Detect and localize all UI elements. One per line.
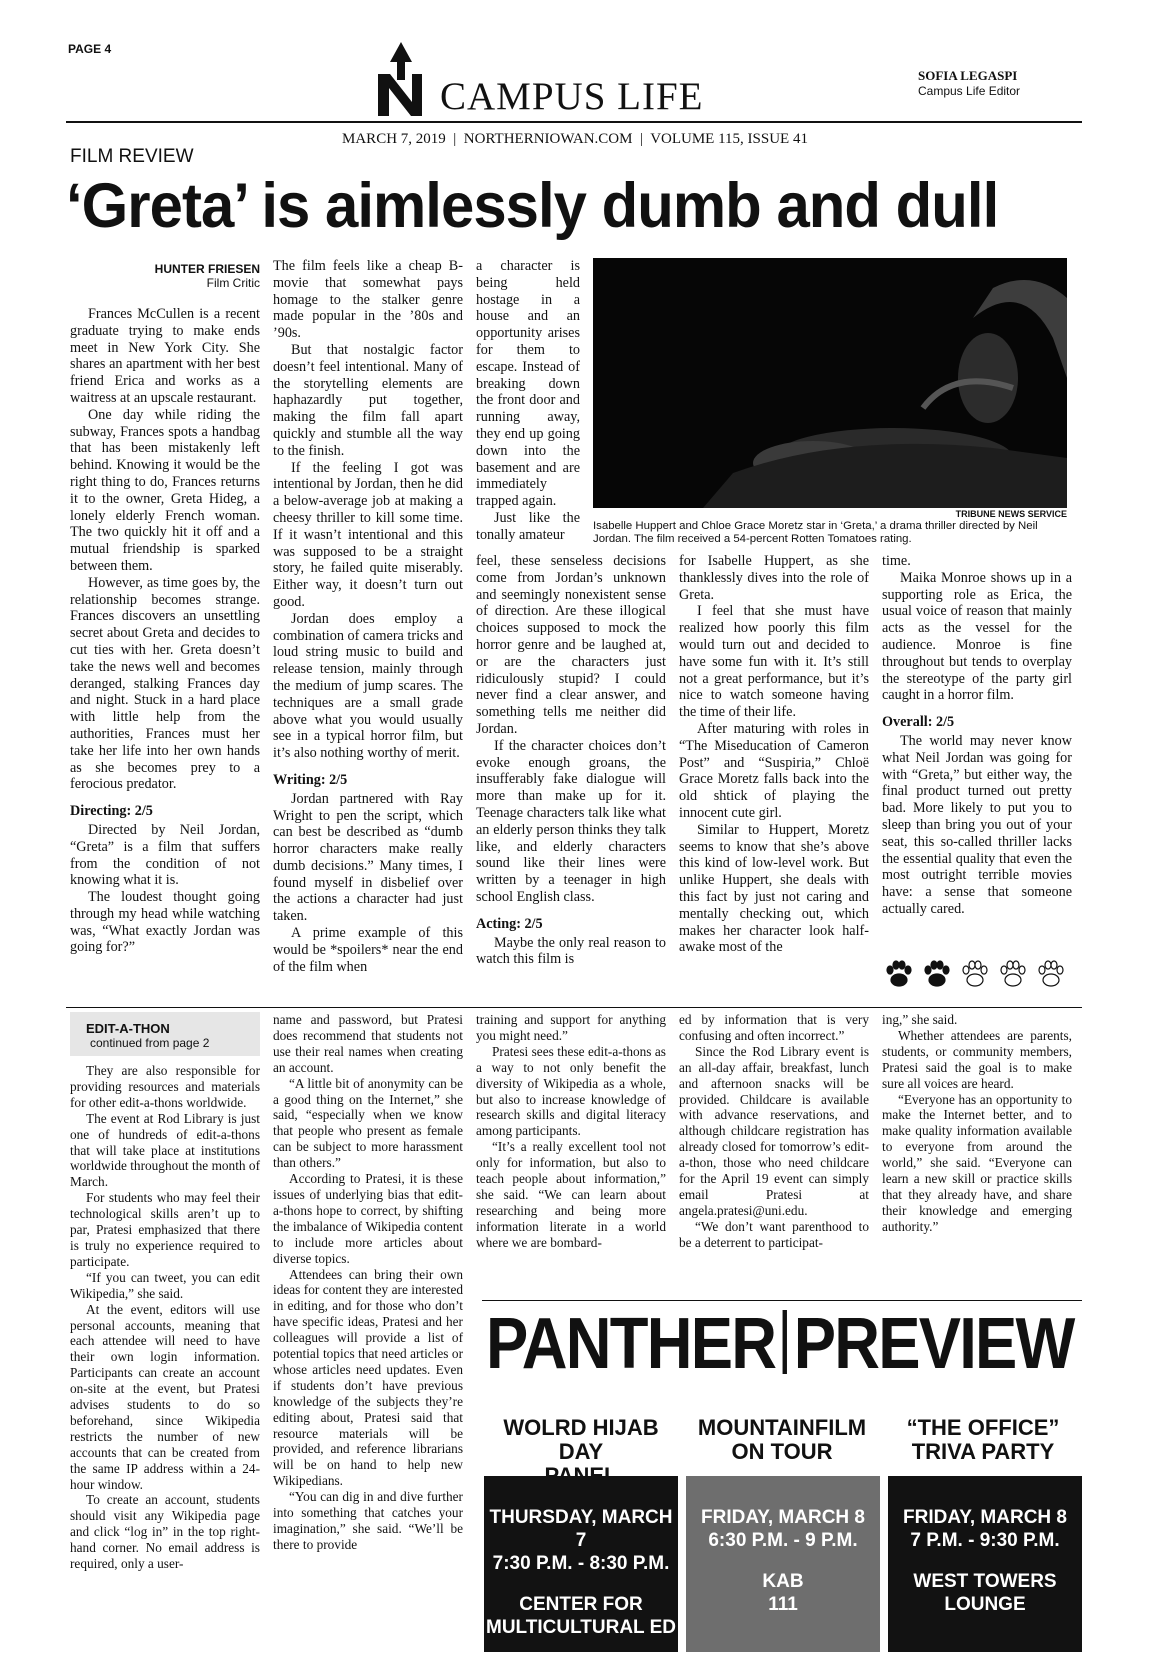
paragraph: However, as time goes by, the relationship becomes strange. Frances discovers an unsettling secret about Greta and decides to cut ties with her. Greta doesn’t take the news well and becomes deranged, stalking Frances day and night. Stuck in a hard place with little help from the authorities, Frances must her take her life into her own hands as she becomes prey to a ferocious predator. <box>70 574 260 793</box>
paragraph: The loudest thought going through my head while watching was, “What exactly Jordan was going for?” <box>70 889 260 956</box>
editor-name: SOFIA LEGASPI <box>918 68 1018 83</box>
editathon-column-1 <box>70 1063 260 1572</box>
paragraph: I feel that she must have realized how poorly this film would turn out and decided to have some fun with it. It’s still not a great performance, but it’s nice to watch someone having the time of their life. <box>679 603 869 721</box>
paragraph: “We don’t want parenthood to be a deterrent to participat- <box>679 1218 869 1250</box>
section-divider <box>66 1007 1082 1008</box>
editathon-column-4 <box>679 1012 869 1251</box>
preview-rule <box>482 1300 1082 1301</box>
byline <box>70 262 260 290</box>
page-number: PAGE 4 <box>68 42 112 56</box>
event-2-name <box>687 1416 877 1464</box>
paragraph: ing,” she said. <box>882 1012 958 1027</box>
event-time: 7 P.M. - 9:30 P.M. <box>910 1530 1060 1551</box>
paragraph: They are also responsible for providing resources and materials for other edit-a-thons worldwide. <box>70 1063 260 1110</box>
paw-empty-icon <box>1039 961 1063 986</box>
event-1-details <box>484 1476 678 1652</box>
event-time: 6:30 P.M. - 9 P.M. <box>708 1530 858 1551</box>
paragraph: Whether attendees are parents, students, or community members, Pratesi said the goal is to make sure all voices are heard. <box>882 1027 1072 1091</box>
editathon-column-5 <box>882 1012 1072 1235</box>
paragraph: a character is being held hostage in a house and an opportunity arises for them to escape. Instead of breaking down the front door and running away, they end up going down into the basement and are immediately trapped again. <box>476 258 580 510</box>
paragraph: Pratesi sees these edit-a-thons as a way to not only benefit the diversity of Wikipedia as a whole, but also to increase knowledge of research skills and digital literacy among participants. <box>476 1043 666 1139</box>
event-name-line: ON TOUR <box>731 1439 833 1464</box>
article-headline: ‘Greta’ is aimlessly dumb and dull <box>66 171 999 241</box>
paragraph: “Everyone has an opportunity to make the Internet better, and to make quality information available to everyone from around the world,” she said. “Everyone can learn a new skill or practice skills that they already have, and share their knowledge and emerging authority.” <box>882 1091 1072 1234</box>
paragraph: training and support for anything you might need.” <box>476 1012 666 1043</box>
paragraph: According to Pratesi, it is these issues of underlying bias that edit-a-thons hope to correct, by shifting the imbalance of Wikipedia content to include more articles about diverse topics. <box>273 1171 463 1266</box>
paragraph: At the event, editors will use personal accounts, meaning that each attendee will need to have their own login information. Participants can create an account on-site at the event, but Pratesi advises students to do so beforehand, since Wikipedia restricts the number of new accounts that can be created from the same IP address within a 24-hour window. <box>70 1301 260 1492</box>
directing-heading: Directing: 2/5 <box>70 803 153 820</box>
paragraph: “You can dig in and dive further into something that catches your imagination,” she said. “We’ll be there to provide <box>273 1489 463 1552</box>
paragraph: Directed by Neil Jordan, “Greta” is a film that suffers from the condition of not knowing what it is. <box>70 821 260 889</box>
author-name: HUNTER FRIESEN <box>154 262 260 276</box>
author-role: Film Critic <box>206 276 260 290</box>
paragraph: Maybe the only real reason to watch this film is <box>476 934 666 968</box>
event-date: FRIDAY, MARCH 8 <box>701 1507 865 1528</box>
event-date: THURSDAY, MARCH 7 <box>489 1507 673 1551</box>
event-name-line: TRIVA PARTY <box>911 1439 1055 1464</box>
paw-filled-icon <box>887 961 911 986</box>
paragraph: Maika Monroe shows up in a supporting role as Erica, the usual voice of reason that mainly acts as the vessel for the audience. Monroe is fine throughout but tends to overplay the stereotype of the party girl caught in a horror film. <box>882 569 1072 704</box>
film-still-photo <box>593 258 1067 508</box>
preview-title-separator <box>782 1310 786 1374</box>
review-column-1 <box>70 306 260 956</box>
section-title: CAMPUS LIFE <box>440 75 704 118</box>
event-name-line: “THE OFFICE” <box>906 1415 1060 1440</box>
paragraph: “A little bit of anonymity can be a good thing on the Internet,” she said, “especially when we know that people who present as female can be subject to more harassment than others.” <box>273 1075 463 1171</box>
event-location-line-2: LOUNGE <box>944 1594 1026 1615</box>
event-date: FRIDAY, MARCH 8 <box>903 1507 1067 1528</box>
paragraph: “It’s a really excellent tool not only for information, but also to teach people about information,” she said. “We can learn about researching and being more information literate in a world where we are bombard- <box>476 1139 666 1250</box>
paragraph: Attendees can bring their own ideas for content they are interested in editing, and for those who don’t have specific ideas, Pratesi and her colleagues will provide a list of potential topics that need articles or whose articles need updates. Even if students don’t have previous knowledge of the subjects they’re editing about, Pratesi said that resource materials will be provided, and reference librarians will be on hand to help new Wikipedians. <box>273 1266 463 1489</box>
overall-heading: Overall: 2/5 <box>882 714 955 731</box>
paragraph: name and password, but Pratesi does recommend that students not use their real names when creating an account. <box>273 1012 463 1075</box>
masthead-rule <box>66 121 1082 123</box>
photo-credit: TRIBUNE NEWS SERVICE <box>955 509 1067 519</box>
paragraph: ed by information that is very confusing and often incorrect.” <box>679 1012 869 1043</box>
paragraph: Jordan partnered with Ray Wright to pen the script, which can best be described as “dumb horror characters make really dumb decisions.” Many times, I found myself in disbelief over the actions a character had just taken. <box>273 790 463 925</box>
event-location: WEST TOWERS <box>913 1571 1057 1592</box>
editathon-column-2 <box>273 1012 463 1553</box>
paragraph: But that nostalgic factor doesn’t feel intentional. Many of the storytelling elements are haphazardly put together, making the film fall apart quickly and stumble all the way to the finish. <box>273 341 463 459</box>
review-column-3 <box>476 553 666 968</box>
panther-preview-title <box>486 1303 1074 1385</box>
paragraph: For students who may feel their technological skills aren’t up to par, Pratesi emphasized that there is truly no experience required to participate. <box>70 1190 260 1269</box>
paragraph: One day while riding the subway, Frances spots a handbag that has been mistakenly left behind. Knowing it would be the right thing to do, Frances returns it to the owner, Greta Hideg, a lonely elderly French woman. The two quickly hit it off and a mutual friendship is sparked between them. <box>70 406 260 574</box>
paragraph: feel, these senseless decisions come from Jordan’s unknown and seemingly nonexistent sense of direction. Are these illogical choices supposed to mock the horror genre and be laughed at, or are the characters just ridiculously stupid? I could never find a clear answer, and something tells me neither did Jordan. <box>476 553 666 737</box>
preview-title-right: PREVIEW <box>793 1304 1074 1384</box>
paragraph: Jordan does employ a combination of camera tricks and loud string music to build and release tension, mainly through the medium of jump scares. The techniques are a small grade above what you would usually see in a typical horror film, but it’s also nothing worthy of merit. <box>273 610 463 762</box>
paw-empty-icon <box>963 961 987 986</box>
paragraph: time. <box>882 553 911 569</box>
acting-heading: Acting: 2/5 <box>476 915 543 932</box>
paragraph: A prime example of this would be *spoilers* near the end of the film when <box>273 925 463 975</box>
paw-empty-icon <box>1001 961 1025 986</box>
event-location-line-2: 111 <box>768 1594 798 1615</box>
editathon-continued: continued from page 2 <box>90 1036 210 1050</box>
event-name-line: MOUNTAINFILM <box>697 1415 867 1440</box>
paragraph: The film feels like a cheap B-movie that somewhat pays homage to the stalker genre made popular in the ’80s and ’90s. <box>273 258 463 342</box>
event-2-details <box>686 1476 880 1652</box>
event-3-name <box>888 1416 1078 1464</box>
review-column-3-top <box>476 258 580 544</box>
event-name-line: WOLRD HIJAB DAY <box>503 1415 659 1464</box>
editathon-column-3 <box>476 1012 666 1251</box>
review-column-4 <box>679 553 869 956</box>
paragraph: Frances McCullen is a recent graduate trying to make ends meet in New York City. She shares an apartment with her best friend Erica and works as a waitress at an upscale restaurant. <box>70 306 260 406</box>
paragraph: for Isabelle Huppert, as she thanklessly dives into the role of Greta. <box>679 553 869 603</box>
preview-title-left: PANTHER <box>486 1304 776 1384</box>
northern-iowan-logo <box>372 40 430 116</box>
paragraph: After maturing with roles in “The Miseducation of Cameron Post” and “Suspiria,” Chloë Grace Moretz falls back into the old shtick of playing the innocent cute girl. <box>679 720 869 821</box>
event-location: KAB <box>762 1571 804 1592</box>
editor-credit <box>918 68 1020 98</box>
paw-filled-icon <box>925 961 949 986</box>
editathon-title: EDIT-A-THON <box>86 1021 170 1036</box>
paragraph: To create an account, students should visit any Wikipedia page and click “log in” in the top right-hand corner. No email address is required, only a user- <box>70 1492 260 1572</box>
paragraph: If the feeling I got was intentional by Jordan, then he did a below-average job at making a cheesy thriller to kill some time. If it wasn’t intentional and this was supposed to be a straight story, he failed quite miserably. Either way, it doesn’t turn out good. <box>273 459 463 610</box>
writing-heading: Writing: 2/5 <box>273 771 348 788</box>
paragraph: If the character choices don’t evoke enough groans, the insufferably fake dialogue will more than make up for it. Teenage characters talk like what an elderly person thinks they talk like, and elderly characters sound like their lines were written by a teenager in high school English class. <box>476 737 666 905</box>
paragraph: “If you can tweet, you can edit Wikipedia,” she said. <box>70 1269 260 1301</box>
article-kicker: FILM REVIEW <box>70 146 194 167</box>
event-location-line-2: MULTICULTURAL ED <box>486 1617 676 1638</box>
paragraph: Since the Rod Library event is an all-day affair, breakfast, lunch and afternoon snacks will be provided. Childcare is available with advance reservations, and although childcare registration has already closed for tomorrow’s edit-a-thon, those who need childcare for the April 19 event can simply email Pratesi at angela.pratesi@uni.edu. <box>679 1043 869 1218</box>
rating-paws <box>883 960 1073 990</box>
review-column-5 <box>882 553 1072 918</box>
event-location: CENTER FOR <box>519 1594 643 1615</box>
photo-caption: Isabelle Huppert and Chloe Grace Moretz star in ‘Greta,’ a drama thriller directed by Neil Jordan. The film received a 54-percent Rotten Tomatoes rating. <box>593 520 1038 545</box>
paragraph: The event at Rod Library is just one of hundreds of edit-a-thons that will take place at institutions worldwide throughout the month of March. <box>70 1110 260 1190</box>
event-3-details <box>888 1476 1082 1652</box>
paragraph: Just like the tonally amateur <box>476 509 580 543</box>
event-time: 7:30 P.M. - 8:30 P.M. <box>492 1553 670 1574</box>
paragraph: The world may never know what Neil Jordan was going for with “Greta,” but either way, the final product turned out pretty bad. More likely to put you to sleep than bring you out of your seat, this so-called thriller lacks the essential quality that even the most outright terrible movies have: a sense that someone actually cared. <box>882 732 1072 917</box>
editor-role: Campus Life Editor <box>918 84 1021 98</box>
review-column-2 <box>273 258 463 975</box>
dateline: MARCH 7, 2019 | NORTHERNIOWAN.COM | VOLUME 115, ISSUE 41 <box>342 131 808 147</box>
paragraph: Similar to Huppert, Moretz seems to know that she’s above this kind of low-level work. But unlike Huppert, she deals with this fact by just not caring and mentally checking out, which makes her character look half-awake most of the <box>679 821 869 956</box>
